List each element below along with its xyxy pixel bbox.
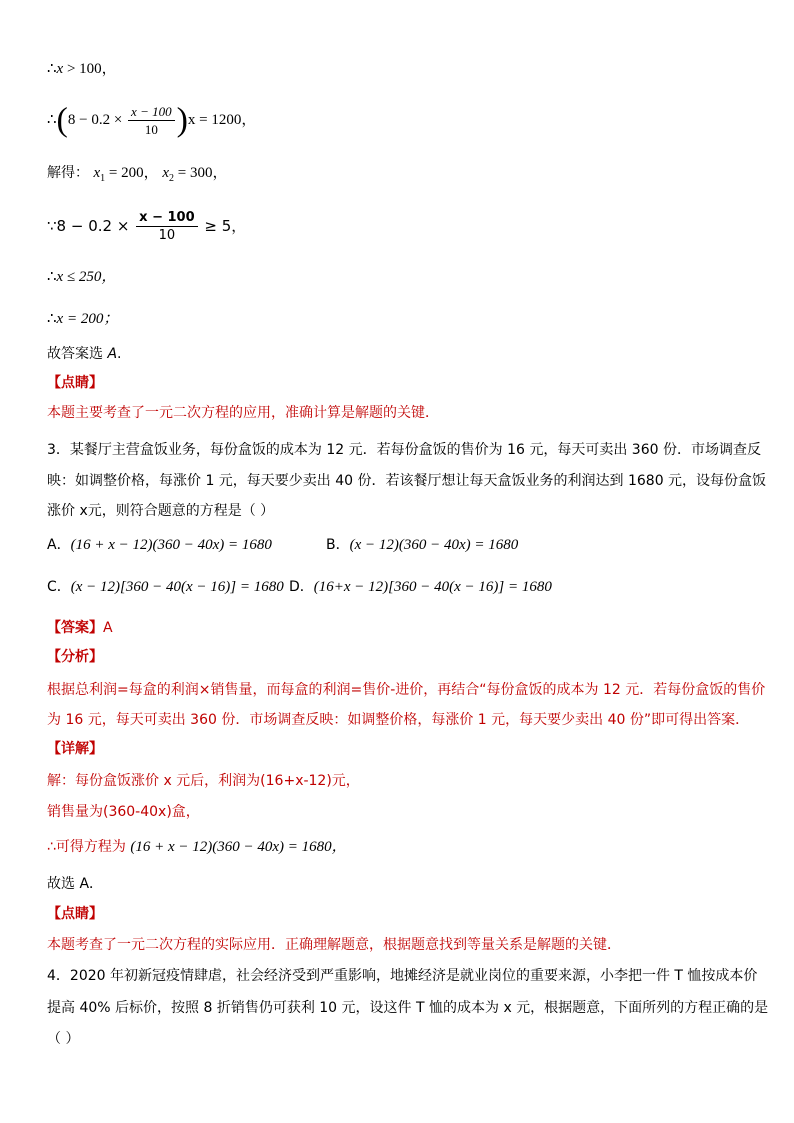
therefore-symbol: ∴ (47, 311, 57, 327)
sol2-line-5 (47, 268, 116, 286)
q3-line-2: 映：如调整价格，每涨价 1 元，每天要少卖出 40 份．若该餐厅想让每天盒饭业务的利润达到 1680 元，设每份盒饭 (47, 473, 767, 489)
x1-value: = 200， (105, 165, 159, 181)
answer-choice: A (107, 346, 118, 362)
q3-fenxi-line-2: 为 16 元，每天可卖出 360 份．市场调查反映：如调整价格，每涨价 1 元，每天要少卖出 40 份”即可得出答案． (47, 712, 750, 728)
var-x: x (56, 61, 64, 77)
answer-label: 【答案】 (47, 620, 103, 636)
fraction-numerator: x − 100 (136, 210, 197, 227)
q3-option-b[interactable] (326, 536, 518, 554)
subscript-1: 1 (100, 173, 106, 184)
equation-prefix: ∴可得方程为 (47, 839, 131, 855)
q3-xiangjie-line-1: 解：每份盒饭涨价 x 元后，利润为(16+x-12)元， (47, 773, 360, 789)
result-text: x = 200； (56, 311, 119, 327)
sol2-answer (47, 345, 121, 363)
answer-prefix: 故答案选 (47, 346, 108, 362)
fraction (136, 210, 197, 243)
expr-pre: 8 − 0.2 × (56, 217, 135, 235)
q3-option-d[interactable] (289, 578, 552, 596)
q3-option-a[interactable] (47, 536, 272, 554)
expr-pre: 8 − 0.2 × (67, 112, 127, 128)
inequality-text: > 100， (63, 61, 117, 77)
option-a-equation: (16 + x − 12)(360 − 40x) = 1680 (70, 537, 272, 553)
q3-xiangjie-line-3 (47, 838, 347, 856)
var-x2: x (162, 165, 170, 181)
equation: (16 + x − 12)(360 − 40x) = 1680， (130, 839, 347, 855)
q3-line-3: 涨价 x元，则符合题意的方程是（ ） (47, 503, 275, 519)
sol2-dianjing-label: 【点睛】 (47, 375, 103, 391)
therefore-symbol: ∴ (47, 112, 57, 128)
option-a-label: A． (47, 537, 71, 553)
option-d-equation: (16+x − 12)[360 − 40(x − 16)] = 1680 (313, 579, 552, 595)
sol2-line-4 (47, 206, 246, 246)
option-c-label: C． (47, 579, 71, 595)
solve-label: 解得： (47, 165, 89, 181)
q4-line-1: 4．2020 年初新冠疫情肆虐，社会经济受到严重影响，地摊经济是就业岗位的重要来源，小李把一件 T 恤按成本价 (47, 968, 758, 984)
q3-xiangjie-label: 【详解】 (47, 741, 103, 757)
q3-option-c[interactable] (47, 578, 284, 596)
q4-line-3: （ ） (47, 1031, 80, 1047)
q3-line-1: 3．某餐厅主营盒饭业务，每份盒饭的成本为 12 元．若每份盒饭的售价为 16 元，每天可卖出 360 份．市场调查反 (47, 442, 761, 458)
sol2-dianjing-text: 本题主要考查了一元二次方程的应用，准确计算是解题的关键． (47, 405, 439, 421)
q4-line-2: 提高 40% 后标价，按照 8 折销售仍可获利 10 元，设这件 T 恤的成本为 x 元，根据题意，下面所列的方程正确的是 (47, 1000, 769, 1016)
therefore-symbol: ∴ (47, 269, 57, 285)
because-symbol: ∵ (47, 217, 57, 235)
expr-post: x = 1200， (187, 112, 257, 128)
answer-value: A (103, 620, 113, 636)
inequality-text: x ≤ 250， (56, 269, 117, 285)
expr-post: ≥ 5， (199, 217, 247, 235)
option-c-equation: (x − 12)[360 − 40(x − 16)] = 1680 (70, 579, 284, 595)
x2-value: = 300， (174, 165, 228, 181)
q3-dianjing-text: 本题考查了一元二次方程的实际应用．正确理解题意，根据题意找到等量关系是解题的关键． (47, 937, 621, 953)
q3-fenxi-line-1: 根据总利润=每盒的利润×销售量，而每盒的利润=售价-进价，再结合“每份盒饭的成本为 12 元．若每份盒饭的售价 (47, 682, 766, 698)
option-b-label: B． (326, 537, 350, 553)
q3-xiangjie-line-2: 销售量为(360-40x)盒， (47, 804, 200, 820)
fraction-numerator: x − 100 (128, 104, 175, 121)
q3-dianjing-label: 【点睛】 (47, 906, 103, 922)
option-b-equation: (x − 12)(360 − 40x) = 1680 (349, 537, 519, 553)
fraction-denominator: 10 (144, 122, 158, 138)
sol2-line-1 (47, 60, 117, 78)
sol2-line-2 (47, 100, 256, 140)
fraction (128, 104, 175, 137)
right-paren: ) (176, 101, 188, 139)
var-x1: x (93, 165, 101, 181)
subscript-2: 2 (169, 173, 175, 184)
therefore-symbol: ∴ (47, 61, 57, 77)
sol2-line-6 (47, 310, 118, 328)
q3-xiangjie-line-4: 故选 A． (47, 876, 104, 892)
q3-fenxi-label: 【分析】 (47, 649, 103, 665)
sol2-line-3 (47, 164, 227, 188)
fraction-denominator: 10 (158, 228, 176, 243)
q3-answer (47, 619, 113, 637)
left-paren: ( (56, 101, 68, 139)
answer-suffix: . (117, 346, 122, 362)
option-d-label: D． (289, 579, 314, 595)
